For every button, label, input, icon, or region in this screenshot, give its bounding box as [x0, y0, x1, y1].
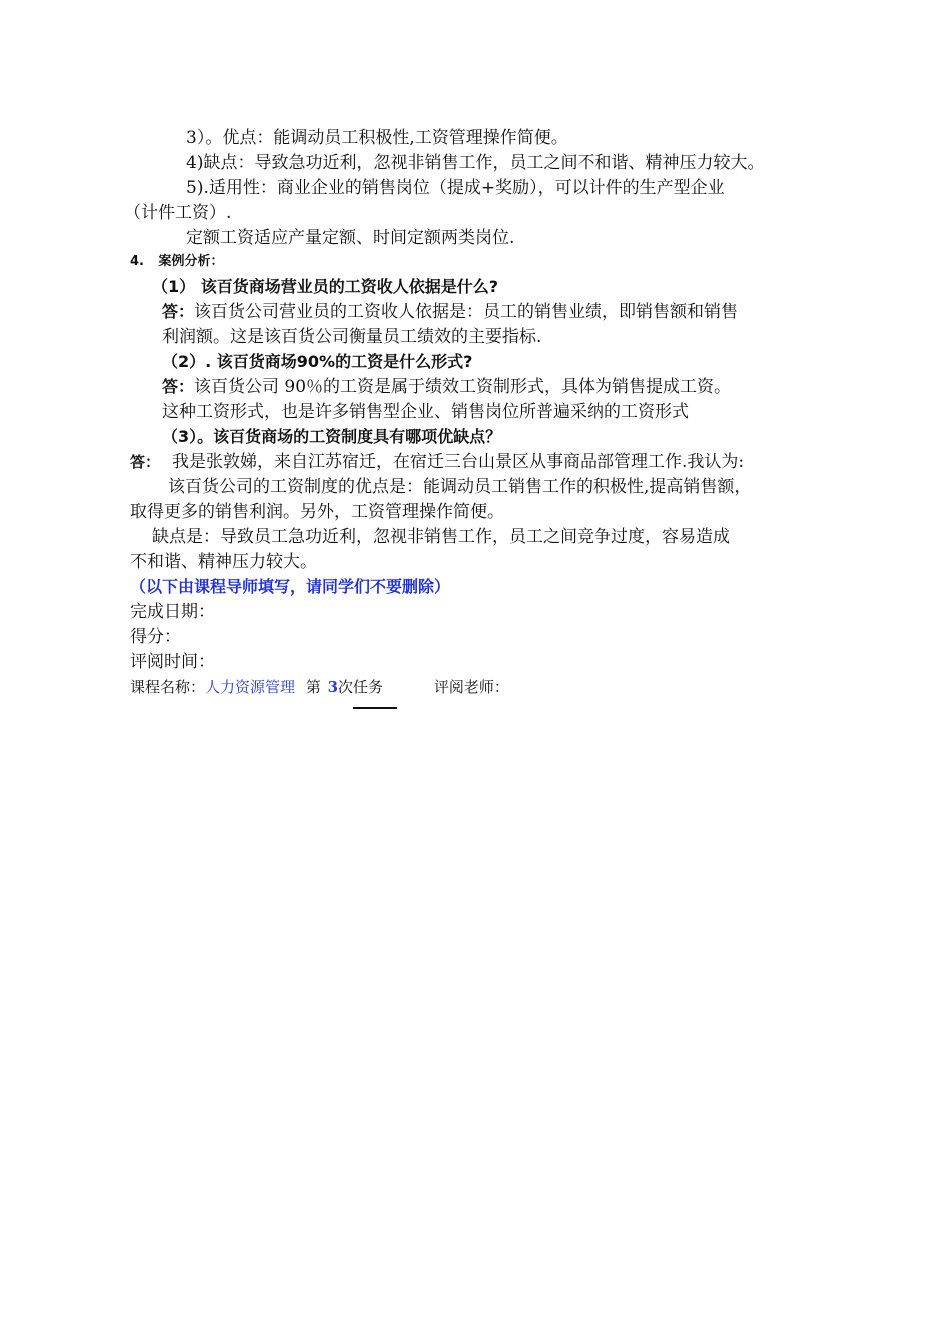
course-info-row	[130, 675, 509, 699]
tutor-notice: （以下由课程导师填写，请同学们不要删除）	[130, 577, 451, 596]
advantage-line: 3）。优点：能调动员工积极性,工资管理操作简便。	[186, 128, 568, 148]
answer-1-continued: 利润额。这是该百货公司衡量员工绩效的主要指标.	[162, 327, 542, 347]
course-name-label: 课程名称：	[130, 678, 206, 696]
task-prefix: 第	[305, 678, 321, 696]
answer-1	[162, 300, 738, 324]
question-2: （2）. 该百货商场90%的工资是什么形式?	[162, 352, 473, 371]
answer-2	[162, 375, 731, 399]
reviewer-label: 评阅老师：	[433, 678, 509, 696]
task-underline	[353, 707, 397, 709]
answer-3	[130, 450, 744, 474]
answer-2-continued: 这种工资形式，也是许多销售型企业、销售岗位所普遍采纳的工资形式	[162, 402, 689, 422]
answer-3-text: 我是张敦娣，来自江苏宿迁，在宿迁三台山景区从事商品部管理工作.我认为:	[172, 452, 745, 472]
answer-3-advantages-continued: 取得更多的销售利润。另外，工资管理操作简便。	[130, 502, 504, 522]
applicability-line: 5).适用性：商业企业的销售岗位（提成+奖励），可以计件的生产型企业	[186, 178, 725, 198]
answer-label: 答：	[162, 377, 195, 396]
answer-1-text: 该百货公司营业员的工资收人依据是：员工的销售业绩，即销售额和销售	[194, 302, 739, 322]
answer-3-disadvantages: 缺点是：导致员工急功近利，忽视非销售工作，员工之间竞争过度，容易造成	[152, 527, 730, 547]
completion-date-label: 完成日期：	[130, 602, 215, 622]
question-1: （1） 该百货商场营业员的工资收人依据是什么?	[152, 277, 498, 296]
review-time-label: 评阅时间：	[130, 652, 215, 672]
answer-3-disadvantages-continued: 不和谐、精神压力较大。	[130, 552, 317, 572]
quota-wage-line: 定额工资适应产量定额、时间定额两类岗位.	[186, 228, 515, 248]
section-heading	[130, 250, 224, 274]
answer-3-advantages: 该百货公司的工资制度的优点是：能调动员工销售工作的积极性,提高销售额，	[168, 477, 752, 497]
answer-label: 答：	[162, 302, 195, 321]
disadvantage-line: 4)缺点：导致急功近利，忽视非销售工作，员工之间不和谐、精神压力较大。	[186, 153, 765, 173]
answer-label: 答：	[130, 453, 161, 471]
score-label: 得分：	[130, 627, 181, 647]
section-number: 4.	[130, 254, 144, 269]
question-3: （3）。该百货商场的工资制度具有哪项优缺点？	[162, 427, 502, 446]
section-title: 案例分析：	[158, 254, 224, 269]
task-suffix: 次任务	[338, 678, 384, 696]
course-name-value: 人力资源管理	[205, 678, 296, 696]
answer-2-text: 该百货公司 90％的工资是属于绩效工资制形式，具体为销售提成工资。	[194, 377, 732, 397]
applicability-continued: （计件工资）.	[124, 203, 232, 223]
task-number: 3	[327, 678, 339, 696]
